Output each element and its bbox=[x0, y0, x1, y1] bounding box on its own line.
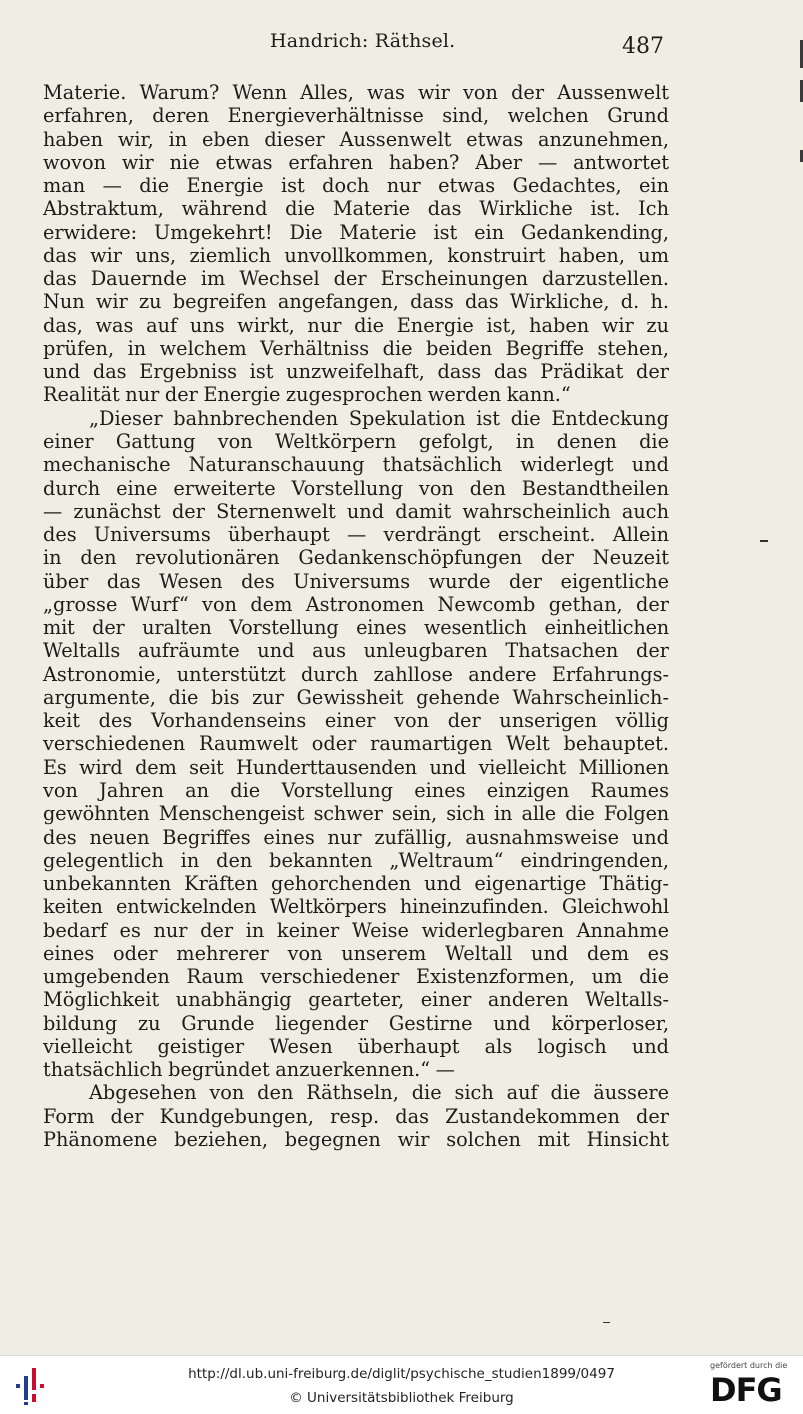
body-line: Materie. Warum? Wenn Alles, was wir von der Aussenwelt bbox=[43, 81, 669, 104]
body-line: haben wir, in eben dieser Aussenwelt etwas anzunehmen, bbox=[43, 127, 669, 151]
viewer-footer bbox=[0, 1355, 803, 1414]
body-line: und das Ergebniss ist unzweifelhaft, dass das Prädikat der bbox=[43, 360, 669, 384]
dfg-caption: gefördert durch die bbox=[710, 1361, 788, 1370]
body-line: Abstraktum, während die Materie das Wirkliche ist. Ich bbox=[43, 197, 669, 221]
body-line: erwidere: Umgekehrt! Die Materie ist ein Gedankending, bbox=[43, 220, 669, 244]
running-title: Handrich: Räthsel. bbox=[270, 30, 456, 52]
body-line: Phänomene beziehen, begegnen wir solchen mit Hinsicht bbox=[43, 1127, 669, 1151]
body-line: durch eine erweiterte Vorstellung von den Bestandtheilen bbox=[43, 476, 669, 500]
body-line: das Dauernde im Wechsel der Erscheinungen darzustellen. bbox=[43, 267, 669, 291]
body-line: Nun wir zu begreifen angefangen, dass das Wirkliche, d. h. bbox=[43, 290, 669, 314]
body-line: Weltalls aufräumte und aus unleugbaren Thatsachen der bbox=[43, 639, 669, 663]
body-line: gelegentlich in den bekannten „Weltraum“ eindringenden, bbox=[43, 848, 669, 872]
body-line: gewöhnten Menschengeist schwer sein, sich in alle die Folgen bbox=[43, 802, 669, 826]
body-line: bildung zu Grunde liegender Gestirne und körperloser, bbox=[43, 1011, 669, 1035]
body-line: verschiedenen Raumwelt oder raumartigen Welt behauptet. bbox=[43, 732, 669, 756]
permalink-url[interactable]: http://dl.ub.uni-freiburg.de/diglit/psychische_studien1899/0497 bbox=[188, 1366, 615, 1382]
page-number: 487 bbox=[622, 34, 664, 59]
body-line: von Jahren an die Vorstellung eines einzigen Raumes bbox=[43, 778, 669, 802]
body-line: argumente, die bis zur Gewissheit gehende Wahrscheinlich- bbox=[43, 685, 669, 709]
body-line: des Universums überhaupt — verdrängt erscheint. Allein bbox=[43, 523, 669, 547]
body-line: — zunächst der Sternenwelt und damit wahrscheinlich auch bbox=[43, 499, 669, 523]
body-line: erfahren, deren Energieverhältnisse sind, welchen Grund bbox=[43, 104, 669, 128]
copyright-notice: © Universitätsbibliothek Freiburg bbox=[289, 1390, 514, 1406]
body-line: Form der Kundgebungen, resp. das Zustandekommen der bbox=[43, 1104, 669, 1128]
body-line: einer Gattung von Weltkörpern gefolgt, in denen die bbox=[43, 429, 669, 453]
body-line: über das Wesen des Universums wurde der eigentliche bbox=[43, 569, 669, 593]
body-line: bedarf es nur der in keiner Weise widerlegbaren Annahme bbox=[43, 918, 669, 942]
body-line: in den revolutionären Gedankenschöpfungen der Neuzeit bbox=[43, 546, 669, 570]
body-line: mechanische Naturanschauung thatsächlich widerlegt und bbox=[43, 453, 669, 477]
body-line: Realität nur der Energie zugesprochen werden kann.“ bbox=[43, 383, 571, 407]
body-line: Abgesehen von den Räthseln, die sich auf die äussere bbox=[89, 1081, 669, 1105]
body-line: vielleicht geistiger Wesen überhaupt als logisch und bbox=[43, 1034, 669, 1058]
body-line: wovon wir nie etwas erfahren haben? Aber — antwortet bbox=[43, 150, 669, 174]
body-line: keit des Vorhandenseins einer von der unserigen völlig bbox=[43, 709, 669, 733]
body-line: „grosse Wurf“ von dem Astronomen Newcomb gethan, der bbox=[43, 592, 669, 616]
body-line: des neuen Begriffes eines nur zufällig, ausnahmsweise und bbox=[43, 825, 669, 849]
body-line: Astronomie, unterstützt durch zahllose andere Erfahrungs- bbox=[43, 662, 669, 686]
body-line: keiten entwickelnden Weltkörpers hineinzufinden. Gleichwohl bbox=[43, 895, 669, 919]
body-line: Möglichkeit unabhängig gearteter, einer anderen Weltalls- bbox=[43, 988, 669, 1012]
margin-tick-mark bbox=[760, 540, 768, 542]
body-line: „Dieser bahnbrechenden Spekulation ist die Entdeckung bbox=[89, 406, 669, 430]
body-line: unbekannten Kräften gehorchenden und eigenartige Thätig- bbox=[43, 872, 669, 896]
body-line: eines oder mehrerer von unserem Weltall und dem es bbox=[43, 941, 669, 965]
dfg-logo: DFG bbox=[710, 1371, 782, 1409]
body-line: mit der uralten Vorstellung eines wesentlich einheitlichen bbox=[43, 616, 669, 640]
body-line: umgebenden Raum verschiedener Existenzformen, um die bbox=[43, 965, 669, 989]
body-line: man — die Energie ist doch nur etwas Gedachtes, ein bbox=[43, 174, 669, 198]
body-line: das wir uns, ziemlich unvollkommen, konstruirt haben, um bbox=[43, 243, 669, 267]
body-line: thatsächlich begründet anzuerkennen.“ — bbox=[43, 1058, 455, 1082]
body-line: das, was auf uns wirkt, nur die Energie ist, haben wir zu bbox=[43, 313, 669, 337]
body-line: Es wird dem seit Hunderttausenden und vielleicht Millionen bbox=[43, 755, 669, 779]
body-line: prüfen, in welchem Verhältniss die beiden Begriffe stehen, bbox=[43, 336, 669, 360]
margin-tick-mark bbox=[603, 1322, 610, 1323]
body-text bbox=[43, 81, 669, 1151]
